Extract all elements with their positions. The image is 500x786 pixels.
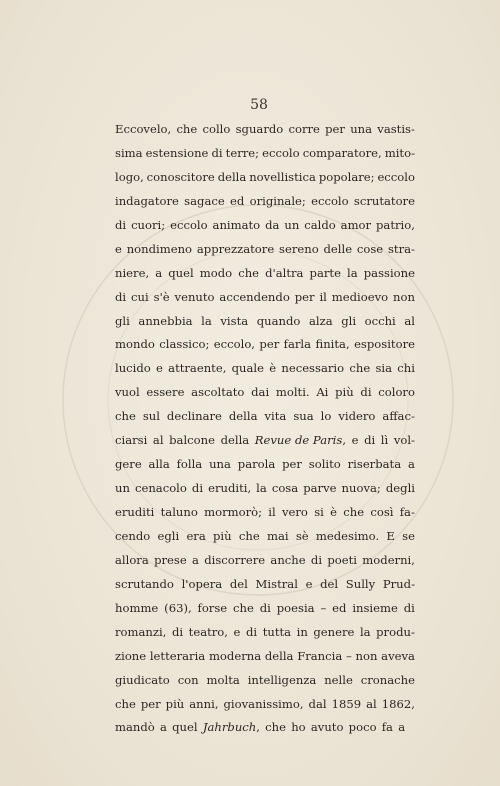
word: scrutatore [353,193,415,208]
word: finita, [315,337,350,352]
word: la [347,265,358,280]
word: attraente, [168,361,227,376]
word: dai [251,385,270,400]
word: tutta [262,624,292,639]
word: eruditi, [208,481,252,496]
word: terre; [225,145,260,160]
word: forse [197,600,228,615]
word: che [349,361,371,376]
word: con [177,672,199,687]
text-line [115,214,415,238]
word: poco [348,720,377,735]
word: discorrere [204,552,266,567]
text-line [115,477,415,501]
word: corre [288,122,320,136]
word: anche [270,552,306,567]
text-line [115,166,415,190]
word: al [152,433,164,448]
word: di [310,552,323,567]
word: che [233,600,254,615]
text-line [115,142,415,166]
text-line [115,118,415,142]
word: della [217,169,247,184]
word: declinare [166,409,222,424]
word: intelligenza [247,672,317,687]
word: cui [131,289,149,304]
word: e [233,624,241,639]
word: e [115,241,122,256]
word: moderna [208,648,262,663]
word: eruditi [115,505,155,519]
word: caldo [304,217,336,232]
word: eccolo [170,217,208,232]
word: da [265,217,280,232]
text-line [115,716,415,740]
word: mormorò; [204,505,263,519]
word: vastis- [377,122,415,136]
text-line [115,310,415,334]
word: moderni, [362,552,415,567]
word: homme [115,600,159,615]
word: originale; [249,193,306,208]
word: era [186,528,206,543]
word: cose [356,241,384,256]
word: egli [157,528,180,543]
text-line [115,429,415,453]
word: affac- [382,409,415,424]
word: farla [283,337,312,352]
word: il [319,289,327,304]
word: eccolo [377,169,415,184]
text-line [115,525,415,549]
word: Eccovelo, [115,122,172,136]
word: animato [212,217,261,232]
word: di [245,624,258,639]
word: vista [220,313,249,328]
word: in [296,624,308,639]
word: del [229,576,248,591]
word: classico; [159,337,210,352]
text-line [115,501,415,525]
word: Sully [345,576,376,591]
word: chi [397,361,415,376]
word: cuori; [131,217,166,232]
word: ed [230,193,245,208]
word: (63), [164,600,192,615]
word: molti. [275,385,310,400]
word: novellistica [249,169,316,184]
word: cosa [271,481,299,496]
word: che [343,505,365,519]
word: occhi [364,313,396,328]
word: un [115,481,130,496]
word: l'opera [181,576,223,591]
word: balcone [169,433,215,448]
word: dal [308,696,327,711]
word: nuova; [341,481,381,496]
word: che [115,696,136,711]
word: accendendo [219,289,290,304]
word: il [268,505,276,519]
word: patrio, [376,217,415,232]
word: di [364,433,376,448]
word: riserbata [347,457,402,472]
word: insieme [352,600,398,615]
word: sguardo [235,122,284,136]
word: – [346,648,352,663]
word: fa [381,720,393,735]
word: che [115,409,136,424]
word: se [402,528,415,543]
word: per [325,122,345,136]
word: nelle [324,672,353,687]
word: al [366,696,377,711]
word: necessario [281,361,345,376]
word: è [269,361,277,376]
word: vero [281,505,308,519]
word: mondo [115,337,155,352]
word: 1859 [331,696,362,711]
word: a [398,720,406,735]
word: mito- [384,145,415,160]
word: lucido [115,361,151,376]
text-line [115,693,415,717]
word: a [192,552,199,567]
word: Prud- [382,576,415,591]
word: la [256,481,267,496]
word: sia [375,361,393,376]
word: gere [115,457,142,472]
word: e [351,433,359,448]
word: videro [338,409,376,424]
word: teatro, [188,624,228,639]
word: che [238,528,260,543]
word: ascoltato [191,385,245,400]
word: lì [380,433,389,448]
word: lo [320,409,332,424]
word: vuol [115,385,140,400]
word: più [165,696,185,711]
word: ho [291,720,306,735]
word: annebbia [138,313,193,328]
word: di [403,600,415,615]
word: medioevo [331,289,389,304]
word: di [115,217,127,232]
word: gli [115,313,130,328]
word: eccolo [262,145,300,160]
word: più [213,528,232,543]
word: prese [154,552,187,567]
word: a [155,265,163,280]
word: e [156,361,163,376]
word: una [209,457,231,472]
word: – [320,600,327,615]
word: della [228,409,258,424]
word: sua [293,409,314,424]
word: della [220,433,250,448]
word: molta [206,672,240,687]
word: cendo [115,528,151,543]
word: espositore [354,337,415,352]
word: per [294,289,315,304]
word: medesimo. [315,528,380,543]
word: sima [115,145,143,160]
word: una [350,122,373,136]
word: un [284,217,300,232]
word: così [370,505,394,519]
word: parve [303,481,337,496]
word: folla [176,457,203,472]
word: produ- [376,624,415,639]
text-line [115,405,415,429]
word: indagatore [115,193,179,208]
word: sè [295,528,309,543]
word: stra- [387,241,415,256]
word: cenacolo [134,481,187,496]
text-line [115,190,415,214]
word: vita [264,409,287,424]
word: solito [308,457,341,472]
word: poeti [327,552,357,567]
word: è [330,505,337,519]
word: romanzi, [115,624,167,639]
word: non [355,648,378,663]
word: popolare; [318,169,375,184]
word: la [359,624,371,639]
word: mai [266,528,289,543]
word: logo, [115,169,144,184]
text-line [115,357,415,381]
word: di [191,481,204,496]
word: d'altra [265,265,304,280]
text-line [115,645,415,669]
page-number: 58 [250,97,268,113]
word: Ai [316,385,329,400]
word: essere [146,385,185,400]
text-line [115,453,415,477]
word: a [160,720,167,735]
word: delle [323,241,353,256]
word: ed [332,600,347,615]
word: vol- [393,433,415,448]
word: eccolo, [213,337,255,352]
word: degli [385,481,415,496]
word: allora [115,552,149,567]
word: anni, [189,696,219,711]
word: Mistral [255,576,298,591]
word: niere, [115,265,150,280]
body-text [115,118,415,740]
word: Revue de Paris, [254,433,346,448]
text-line [115,621,415,645]
word: s'è [153,289,170,304]
word: che [176,122,198,136]
word: quando [256,313,301,328]
word: parte [309,265,341,280]
word: poesia [276,600,315,615]
word: della [264,648,294,663]
word: di [171,624,184,639]
word: di [115,289,127,304]
word: sul [142,409,160,424]
text-line [115,549,415,573]
word: mandò [115,720,155,735]
word: nondimeno [126,241,193,256]
word: letteraria [149,648,206,663]
text-line [115,597,415,621]
text-line [115,286,415,310]
word: passione [363,265,415,280]
word: a [407,457,415,472]
word: coloro [378,385,415,400]
word: per [259,337,280,352]
word: aveva [381,648,415,663]
word: quale [231,361,264,376]
text-line [115,669,415,693]
word: la [201,313,212,328]
word: taluno [160,505,198,519]
word: gli [341,313,357,328]
word: scrutando [115,576,174,591]
word: del [320,576,339,591]
word: alla [148,457,170,472]
word: sereno [279,241,319,256]
word: ciarsi [115,433,148,448]
word: parola [237,457,276,472]
word: si [314,505,324,519]
word: avuto [310,720,344,735]
text-line [115,573,415,597]
word: conoscitore [146,169,215,184]
word: Jahrbuch, [202,720,260,735]
word: apprezzatore [196,241,275,256]
word: di [360,385,372,400]
word: quel [172,720,198,735]
word: modo [199,265,233,280]
word: zione [115,648,147,663]
word: di [211,145,223,160]
word: giovanissimo, [223,696,304,711]
word: collo [202,122,231,136]
word: al [404,313,415,328]
word: venuto [174,289,215,304]
word: che [265,720,286,735]
word: più [335,385,354,400]
text-line [115,381,415,405]
word: eccolo [311,193,349,208]
word: comparatore, [302,145,382,160]
word: 1862, [381,696,415,711]
word: Francia [297,648,343,663]
word: sagace [184,193,225,208]
word: amor [340,217,372,232]
word: di [259,600,271,615]
word: per [140,696,161,711]
word: non [393,289,415,304]
word: cronache [360,672,415,687]
word: che [238,265,260,280]
word: e [305,576,313,591]
text-line [115,262,415,286]
text-line [115,333,415,357]
text-line [115,238,415,262]
word: per [282,457,302,472]
word: alza [308,313,333,328]
word: estensione [145,145,209,160]
word: quel [168,265,194,280]
word: fa- [399,505,415,519]
word: genere [313,624,355,639]
word: giudicato [115,672,170,687]
word: E [386,528,395,543]
